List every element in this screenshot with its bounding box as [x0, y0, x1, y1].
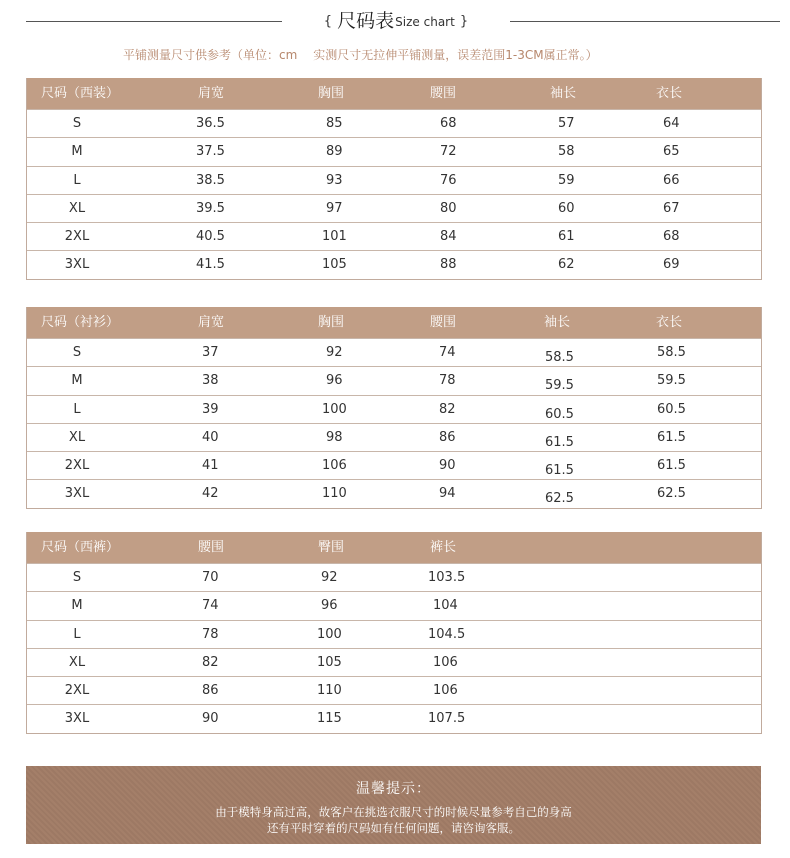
- cell-chest: 92: [326, 345, 343, 360]
- cell-waist: 70: [202, 570, 219, 585]
- cell-size: 2XL: [64, 458, 90, 474]
- cell-sleeve: 62: [558, 257, 575, 273]
- shirt-table-header: [27, 307, 761, 338]
- cell-sleeve: 58.5: [545, 350, 574, 365]
- cell-chest: 106: [322, 458, 347, 474]
- cell-chest: 98: [326, 429, 343, 445]
- title-brace-open: {: [323, 14, 333, 29]
- header-sleeve: 袖长: [550, 86, 577, 101]
- cell-waist: 68: [440, 116, 457, 131]
- cell-hip: 110: [317, 683, 342, 699]
- cell-chest: 101: [322, 229, 347, 245]
- cell-size: S: [72, 116, 82, 131]
- cell-length: 68: [663, 229, 680, 245]
- cell-shoulder: 40.5: [196, 229, 225, 245]
- cell-shoulder: 37: [202, 345, 219, 360]
- cell-size: S: [72, 345, 82, 360]
- cell-hip: 115: [317, 711, 342, 727]
- table-row: [27, 166, 761, 194]
- cell-waist: 94: [439, 486, 456, 502]
- title-divider-right: [510, 21, 780, 22]
- cell-shoulder: 42: [202, 486, 219, 502]
- tip-line-service: 还有平时穿着的尺码如有任何问题，请咨询客服。: [267, 821, 520, 835]
- cell-pants-length: 104: [433, 598, 458, 614]
- cell-length: 66: [663, 172, 680, 188]
- tip-box: [26, 766, 761, 844]
- table-row: [27, 366, 761, 394]
- cell-size: XL: [68, 429, 86, 445]
- cell-waist: 72: [440, 144, 457, 160]
- header-shoulder: 肩宽: [198, 315, 225, 330]
- cell-size: S: [72, 570, 82, 585]
- cell-waist: 78: [202, 626, 219, 642]
- measurement-note-tolerance: 实测尺寸无拉伸平铺测量，误差范围1-3CM属正常。）: [313, 48, 598, 62]
- shirt-size-table: [26, 307, 762, 509]
- cell-length: 60.5: [657, 401, 686, 417]
- cell-length: 67: [663, 200, 680, 216]
- table-row: [27, 563, 761, 591]
- cell-hip: 92: [321, 570, 338, 585]
- header-chest: 胸围: [318, 315, 345, 330]
- cell-chest: 110: [322, 486, 347, 502]
- cell-waist: 84: [440, 229, 457, 245]
- cell-waist: 80: [440, 200, 457, 216]
- cell-size: M: [71, 373, 83, 389]
- cell-length: 61.5: [657, 429, 686, 445]
- header-waist: 腰围: [430, 315, 457, 330]
- cell-length: 65: [663, 144, 680, 160]
- cell-waist: 74: [202, 598, 219, 614]
- header-shoulder: 肩宽: [198, 86, 225, 101]
- header-waist: 腰围: [198, 540, 225, 555]
- cell-sleeve: 58: [558, 144, 575, 160]
- cell-sleeve: 61.5: [545, 434, 574, 450]
- cell-pants-length: 106: [433, 683, 458, 699]
- header-waist: 腰围: [430, 86, 457, 101]
- table-row: [27, 194, 761, 222]
- cell-length: 69: [663, 257, 680, 273]
- cell-shoulder: 36.5: [196, 116, 225, 131]
- tip-title: 温馨提示：: [356, 781, 431, 797]
- pants-size-table: [26, 532, 762, 734]
- table-row: [27, 479, 761, 507]
- tip-line-height: 由于模特身高过高，故客户在挑选衣服尺寸的时候尽量参考自己的身高: [215, 805, 572, 819]
- cell-sleeve: 60: [558, 200, 575, 216]
- table-row: [27, 591, 761, 619]
- table-row: [27, 222, 761, 250]
- cell-pants-length: 104.5: [428, 626, 466, 642]
- header-size: 尺码（衬衫）: [41, 315, 120, 330]
- cell-sleeve: 59.5: [545, 378, 574, 394]
- cell-chest: 85: [326, 116, 343, 131]
- cell-hip: 100: [317, 626, 342, 642]
- suit-table-header: [27, 78, 761, 109]
- cell-waist: 90: [439, 458, 456, 474]
- cell-sleeve: 61: [558, 229, 575, 245]
- header-length: 衣长: [656, 86, 683, 101]
- table-row: [27, 137, 761, 165]
- title-brace-close: }: [459, 14, 469, 29]
- cell-size: 3XL: [64, 486, 90, 502]
- cell-sleeve: 61.5: [545, 463, 574, 479]
- cell-sleeve: 59: [558, 172, 575, 188]
- cell-size: 3XL: [64, 257, 90, 273]
- cell-chest: 96: [326, 373, 343, 389]
- cell-shoulder: 38.5: [196, 172, 225, 188]
- suit-size-table: [26, 78, 762, 280]
- cell-shoulder: 41.5: [196, 257, 225, 273]
- page-title: [282, 6, 510, 33]
- cell-shoulder: 37.5: [196, 144, 225, 160]
- pants-table-header: [27, 532, 761, 563]
- header-size: 尺码（西装）: [41, 86, 120, 101]
- table-row: [27, 423, 761, 451]
- cell-chest: 100: [322, 401, 347, 417]
- cell-shoulder: 38: [202, 373, 219, 389]
- cell-length: 62.5: [657, 486, 686, 502]
- cell-size: M: [71, 144, 83, 160]
- cell-chest: 93: [326, 172, 343, 188]
- title-chinese: 尺码表: [337, 10, 395, 32]
- cell-size: 2XL: [64, 683, 90, 699]
- cell-size: 3XL: [64, 711, 90, 727]
- cell-sleeve: 60.5: [545, 406, 574, 422]
- cell-size: XL: [68, 200, 86, 216]
- table-row: [27, 338, 761, 366]
- cell-waist: 86: [202, 683, 219, 699]
- table-row: [27, 250, 761, 278]
- cell-waist: 82: [202, 654, 219, 670]
- table-row: [27, 109, 761, 137]
- cell-shoulder: 39: [202, 401, 219, 417]
- cell-shoulder: 40: [202, 429, 219, 445]
- cell-pants-length: 107.5: [428, 711, 466, 727]
- cell-waist: 86: [439, 429, 456, 445]
- cell-shoulder: 39.5: [196, 200, 225, 216]
- header-sleeve: 袖长: [544, 315, 571, 330]
- cell-pants-length: 106: [433, 654, 458, 670]
- title-english: Size chart: [395, 15, 455, 29]
- table-row: [27, 620, 761, 648]
- header-length: 衣长: [656, 315, 683, 330]
- cell-length: 64: [663, 116, 680, 131]
- cell-size: L: [73, 172, 81, 188]
- cell-size: L: [73, 626, 81, 642]
- measurement-note: [0, 46, 790, 63]
- header-size: 尺码（西裤）: [41, 540, 120, 555]
- cell-size: L: [73, 401, 81, 417]
- cell-size: 2XL: [64, 229, 90, 245]
- cell-pants-length: 103.5: [428, 570, 466, 585]
- header-pants-length: 裤长: [430, 540, 457, 555]
- measurement-note-unit: 平铺测量尺寸供参考（单位：cm: [123, 48, 298, 62]
- cell-length: 58.5: [657, 345, 686, 360]
- cell-waist: 78: [439, 373, 456, 389]
- title-divider-left: [26, 21, 282, 22]
- table-row: [27, 704, 761, 732]
- cell-waist: 82: [439, 401, 456, 417]
- cell-sleeve: 57: [558, 116, 575, 131]
- table-row: [27, 676, 761, 704]
- header-hip: 臀围: [318, 540, 345, 555]
- cell-chest: 105: [322, 257, 347, 273]
- cell-hip: 96: [321, 598, 338, 614]
- cell-size: XL: [68, 654, 86, 670]
- cell-hip: 105: [317, 654, 342, 670]
- table-row: [27, 451, 761, 479]
- header-chest: 胸围: [318, 86, 345, 101]
- cell-chest: 97: [326, 200, 343, 216]
- cell-length: 61.5: [657, 458, 686, 474]
- cell-shoulder: 41: [202, 458, 219, 474]
- table-row: [27, 648, 761, 676]
- cell-waist: 88: [440, 257, 457, 273]
- cell-waist: 76: [440, 172, 457, 188]
- cell-chest: 89: [326, 144, 343, 160]
- cell-waist: 90: [202, 711, 219, 727]
- cell-sleeve: 62.5: [545, 491, 574, 507]
- cell-size: M: [71, 598, 83, 614]
- cell-length: 59.5: [657, 373, 686, 389]
- cell-waist: 74: [439, 345, 456, 360]
- table-row: [27, 395, 761, 423]
